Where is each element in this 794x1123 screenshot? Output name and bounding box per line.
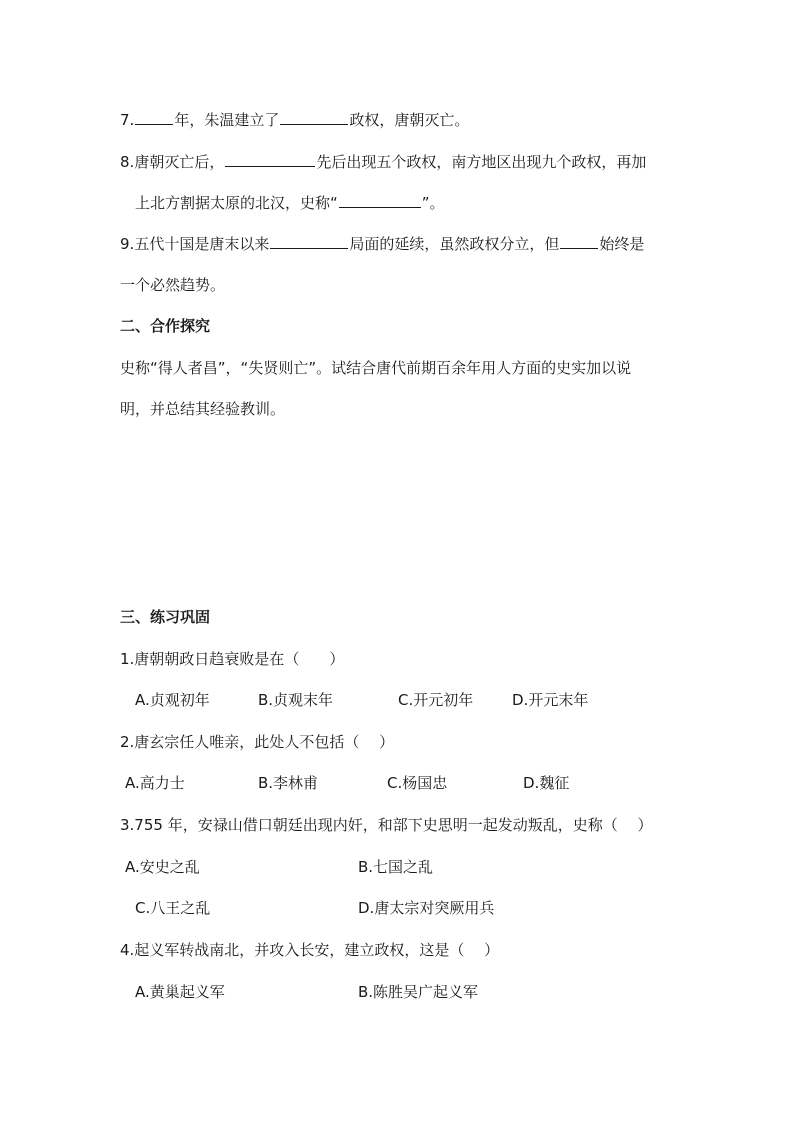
mc-question-3-stem: 3.755 年，安禄山借口朝廷出现内奸，和部下史思明一起发动叛乱，史称（ ） [120, 816, 653, 834]
question-7-text-1: 年，朱温建立了 [174, 111, 280, 129]
blank-field[interactable] [225, 151, 315, 167]
question-9-line-1 [120, 233, 644, 254]
mc-question-1-option-d[interactable]: D.开元末年 [512, 691, 589, 709]
question-7 [120, 109, 469, 130]
mc-question-3-option-d[interactable]: D.唐太宗对突厥用兵 [358, 899, 495, 917]
mc-question-2-option-a[interactable]: A.高力士 [125, 774, 185, 792]
mc-question-4-option-b[interactable]: B.陈胜吴广起义军 [358, 983, 479, 1001]
mc-question-2-option-b[interactable]: B.李林甫 [258, 774, 319, 792]
question-9-line-2: 一个必然趋势。 [120, 276, 226, 294]
mc-question-3-option-a[interactable]: A.安史之乱 [125, 858, 200, 876]
question-7-number: 7. [120, 111, 135, 129]
mc-question-2-stem: 2.唐玄宗任人唯亲，此处人不包括（ ） [120, 733, 395, 751]
section-2-heading: 二、合作探究 [120, 317, 211, 335]
question-9-text-3: 始终是 [599, 235, 645, 253]
question-8-text-2: 先后出现五个政权，南方地区出现九个政权，再加 [316, 153, 647, 171]
blank-field[interactable] [339, 192, 421, 208]
section-2-text-line-1: 史称“得人者昌”，“失贤则亡”。试结合唐代前期百余年用人方面的史实加以说 [120, 359, 632, 377]
question-8-line-2 [135, 192, 445, 213]
mc-question-1-option-a[interactable]: A.贞观初年 [135, 691, 210, 709]
blank-field[interactable] [280, 109, 348, 125]
mc-question-4-option-a[interactable]: A.黄巢起义军 [135, 983, 225, 1001]
blank-field[interactable] [270, 233, 348, 249]
mc-question-1-option-b[interactable]: B.贞观末年 [258, 691, 334, 709]
blank-field[interactable] [560, 233, 598, 249]
section-3-heading: 三、练习巩固 [120, 608, 211, 626]
mc-question-2-option-c[interactable]: C.杨国忠 [387, 774, 448, 792]
question-8-number: 8. [120, 153, 135, 171]
mc-question-4-stem: 4.起义军转战南北，并攻入长安，建立政权，这是（ ） [120, 941, 500, 959]
mc-question-3-option-b[interactable]: B.七国之乱 [358, 858, 434, 876]
mc-question-2-option-d[interactable]: D.魏征 [523, 774, 570, 792]
question-9-text-2: 局面的延续，虽然政权分立，但 [349, 235, 560, 253]
question-8-line-1 [120, 151, 646, 172]
question-7-text-2: 政权，唐朝灭亡。 [349, 111, 470, 129]
section-2-text-line-2: 明，并总结其经验教训。 [120, 400, 286, 418]
question-9-number: 9. [120, 235, 135, 253]
question-8-text-1: 唐朝灭亡后， [134, 153, 225, 171]
question-8-text-3: 上北方割据太原的北汉，史称“ [135, 194, 338, 212]
mc-question-3-option-c[interactable]: C.八王之乱 [135, 899, 211, 917]
question-8-text-4: ”。 [421, 194, 445, 212]
question-9-text-1: 五代十国是唐末以来 [134, 235, 270, 253]
mc-question-1-option-c[interactable]: C.开元初年 [398, 691, 474, 709]
mc-question-1-stem: 1.唐朝朝政日趋衰败是在（ ） [120, 650, 345, 668]
blank-field[interactable] [135, 109, 173, 125]
